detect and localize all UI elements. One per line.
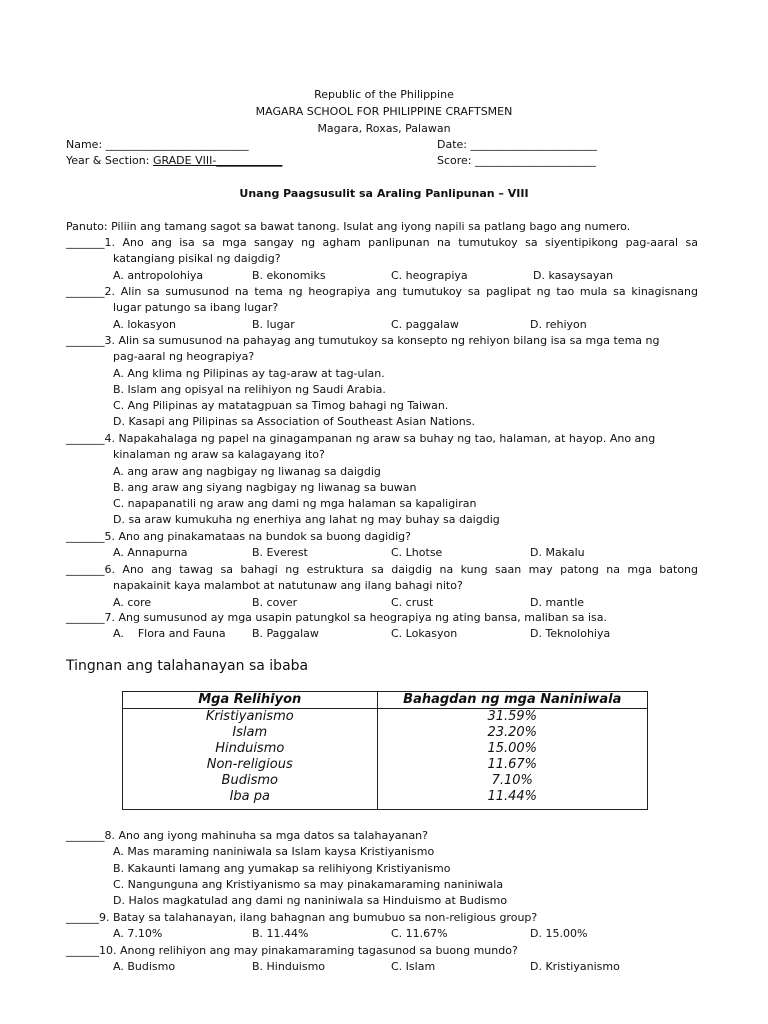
date-field: Date: _______________________ [437, 138, 597, 151]
question-1 [66, 235, 698, 284]
question-2-text: _______2. Alin sa sumusunod na tema ng heograpiya ang tumutukoy sa paglipat ng tao mula sa kinagisnang [66, 285, 698, 298]
question-2 [66, 284, 698, 333]
exam-title: Unang Paagsusulit sa Araling Panlipunan – VIII [239, 187, 529, 200]
question-1-options [66, 268, 698, 284]
question-6-option-d: D. mantle [530, 595, 585, 609]
question-6-options [66, 595, 698, 611]
table-cell-percent: 31.59% [377, 709, 647, 726]
table-row [123, 725, 648, 741]
table-cell-religion: Kristiyanismo [123, 709, 378, 726]
question-9-option-d: D. 15.00% [530, 927, 588, 941]
table-row [123, 709, 648, 726]
question-4 [66, 431, 698, 529]
question-8-option-d: D. Halos magkatulad ang dami ng naniniwala sa Hinduismo at Budismo [113, 894, 508, 908]
question-1-text-cont: katangiang pisikal ng daigdig? [113, 252, 281, 266]
table-cell-religion: Hinduismo [123, 741, 378, 757]
question-5-option-b: B. Everest [252, 546, 308, 560]
table-cell-religion: Islam [123, 725, 378, 741]
question-5-option-d: D. Makalu [530, 546, 585, 560]
question-7-options [66, 626, 698, 642]
question-3-option-b: B. Islam ang opisyal na relihiyon ng Saudi Arabia. [113, 382, 386, 396]
question-7 [66, 610, 698, 643]
question-6-option-c: C. crust [391, 595, 434, 609]
question-4-option-d: D. sa araw kumukuha ng enerhiya ang lahat ng may buhay sa daigdig [113, 513, 500, 527]
question-6-text: _______6. Ano ang tawag sa bahagi ng estruktura sa daigdig na kung saan may patong na mga batong [66, 563, 698, 576]
question-7-option-c: C. Lokasyon [391, 627, 458, 641]
question-6-option-b: B. cover [252, 595, 298, 609]
question-2-option-a: A. lokasyon [113, 317, 176, 331]
question-10-option-d: D. Kristiyanismo [530, 960, 620, 974]
question-3-option-d: D. Kasapi ang Pilipinas sa Association of Southeast Asian Nations. [113, 415, 475, 429]
question-4-text: _______4. Napakahalaga ng papel na ginagampanan ng araw sa buhay ng tao, halaman, at hayop. Ano ang [66, 432, 656, 445]
table-header-religion: Mga Relihiyon [123, 692, 378, 709]
question-5-text: _______5. Ano ang pinakamataas na bundok sa buong dagidig? [66, 530, 411, 543]
question-7-text: _______7. Ang sumusunod ay mga usapin patungkol sa heograpiya ng ating bansa, maliban sa isa. [66, 611, 607, 624]
question-3-text-cont: pag-aaral ng heograpiya? [113, 350, 255, 364]
question-5-option-a: A. Annapurna [113, 546, 188, 560]
question-2-options [66, 317, 698, 333]
question-1-option-c: C. heograpiya [391, 268, 468, 282]
instructions: Panuto: Piliin ang tamang sagot sa bawat tanong. Isulat ang iyong napili sa patlang bago ang numero. [66, 220, 631, 233]
table-row [123, 757, 648, 773]
question-3-option-c: C. Ang Pilipinas ay matatagpuan sa Timog bahagi ng Taiwan. [113, 399, 449, 413]
question-5 [66, 529, 698, 562]
question-9 [66, 910, 698, 943]
question-5-option-c: C. Lhotse [391, 546, 443, 560]
question-3-option-a: A. Ang klima ng Pilipinas ay tag-araw at tag-ulan. [113, 366, 385, 380]
question-7-option-a: A. Flora and Fauna [113, 627, 226, 641]
year-section-label: Year & Section: [66, 154, 153, 167]
header-country: Republic of the Philippine [314, 88, 454, 101]
question-6-option-a: A. core [113, 595, 152, 609]
question-4-option-c: C. napapanatili ng araw ang dami ng mga halaman sa kapaligiran [113, 497, 477, 511]
religion-table [122, 691, 648, 810]
question-10-option-c: C. Islam [391, 960, 436, 974]
table-cell-religion: Budismo [123, 773, 378, 789]
question-4-option-b: B. ang araw ang siyang nagbigay ng liwanag sa buwan [113, 480, 417, 494]
question-1-text: _______1. Ano ang isa sa mga sangay ng agham panlipunan na tumutukoy sa siyentipikong pag-aaral sa [66, 236, 698, 249]
question-1-option-b: B. ekonomiks [252, 268, 326, 282]
question-2-option-b: B. lugar [252, 317, 295, 331]
table-header-row [123, 692, 648, 709]
table-header-percent: Bahagdan ng mga Naniniwala [377, 692, 647, 709]
question-8-text: _______8. Ano ang iyong mahinuha sa mga datos sa talahayanan? [66, 829, 428, 842]
header-address: Magara, Roxas, Palawan [317, 122, 451, 135]
question-10-options [66, 959, 698, 975]
question-8-option-b: B. Kakaunti lamang ang yumakap sa relihiyong Kristiyanismo [113, 861, 451, 875]
question-10-option-b: B. Hinduismo [252, 960, 326, 974]
question-7-option-b: B. Paggalaw [252, 627, 319, 641]
table-row [123, 741, 648, 757]
year-section-field [66, 154, 282, 167]
question-9-option-b: B. 11.44% [252, 927, 309, 941]
question-8-option-a: A. Mas maraming naniniwala sa Islam kaysa Kristiyanismo [113, 845, 435, 859]
header-school: MAGARA SCHOOL FOR PHILIPPINE CRAFTSMEN [255, 105, 513, 118]
question-7-option-d: D. Teknolohiya [530, 627, 611, 641]
question-10-text: ______10. Anong relihiyon ang may pinakamaraming tagasunod sa buong mundo? [66, 944, 518, 957]
question-8 [66, 828, 698, 909]
name-field: Name: __________________________ [66, 138, 249, 151]
year-section-value: GRADE VIII-____________ [152, 154, 283, 167]
question-10-option-a: A. Budismo [113, 960, 176, 974]
question-4-option-a: A. ang araw ang nagbigay ng liwanag sa daigdig [113, 464, 381, 478]
question-9-option-c: C. 11.67% [391, 927, 448, 941]
question-6 [66, 562, 698, 611]
question-1-option-d: D. kasaysayan [533, 268, 614, 282]
question-2-option-c: C. paggalaw [391, 317, 459, 331]
table-row [123, 773, 648, 789]
question-9-text: ______9. Batay sa talahanayan, ilang bahagnan ang bumubuo sa non-religious group? [66, 911, 538, 924]
question-10 [66, 943, 698, 976]
question-3-text: _______3. Alin sa sumusunod na pahayag ang tumutukoy sa konsepto ng rehiyon bilang isa sa mga tema ng [66, 334, 660, 347]
table-cell-percent: 23.20% [377, 725, 647, 741]
table-cell-percent: 11.67% [377, 757, 647, 773]
table-cell-percent: 7.10% [377, 773, 647, 789]
table-cell-religion: Non-religious [123, 757, 378, 773]
table-cell-percent: 15.00% [377, 741, 647, 757]
question-2-text-cont: lugar patungo sa ibang lugar? [113, 301, 279, 315]
question-1-option-a: A. antropolohiya [113, 268, 204, 282]
question-5-options [66, 545, 698, 561]
question-2-option-d: D. rehiyon [530, 317, 587, 331]
question-8-option-c: C. Nangunguna ang Kristiyanismo sa may pinakamaraming naniniwala [113, 877, 504, 891]
table-row [123, 789, 648, 810]
table-cell-religion: Iba pa [123, 789, 378, 810]
question-4-text-cont: kinalaman ng araw sa kalagayang ito? [113, 448, 325, 462]
question-9-options [66, 926, 698, 942]
question-9-option-a: A. 7.10% [113, 927, 163, 941]
table-intro: Tingnan ang talahanayan sa ibaba [66, 658, 309, 674]
question-3 [66, 333, 698, 431]
score-field: Score: ______________________ [437, 154, 597, 167]
question-6-text-cont: napakainit kaya malambot at natutunaw ang ilang bahagi nito? [113, 579, 463, 593]
table-cell-percent: 11.44% [377, 789, 647, 810]
